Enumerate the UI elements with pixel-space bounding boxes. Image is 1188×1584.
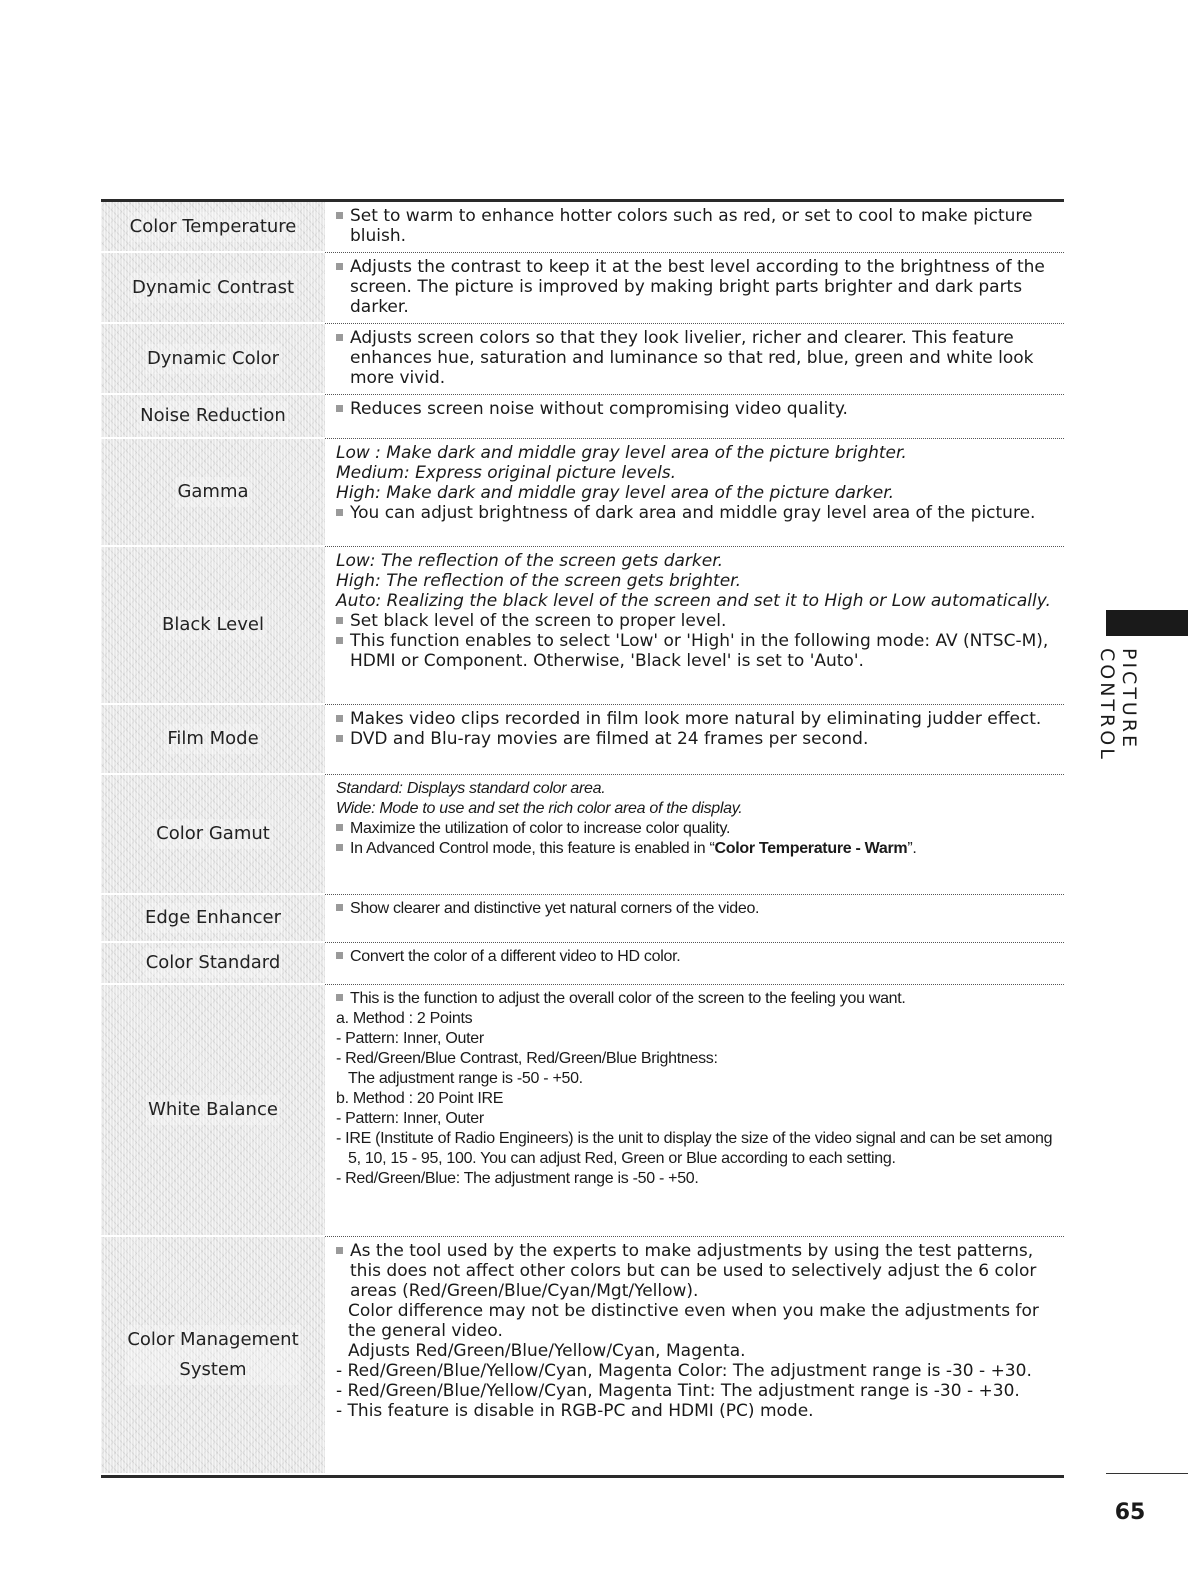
bullet-item: Set black level of the screen to proper level. — [336, 611, 1060, 631]
option-description: Low: The reflection of the screen gets darker. — [336, 551, 724, 571]
feature-label-text: Gamma — [175, 477, 250, 507]
feature-label-text: Color Management System — [125, 1325, 300, 1385]
feature-label — [101, 253, 325, 324]
feature-label-text: Edge Enhancer — [143, 903, 283, 933]
table-row — [101, 775, 1064, 895]
bullet-item: Show clearer and distinctive yet natural corners of the video. — [336, 899, 1060, 919]
feature-description — [325, 395, 1064, 439]
dash-item: - Red/Green/Blue/Yellow/Cyan, Magenta Color: The adjustment range is -30 - +30. — [336, 1361, 1032, 1381]
table-row — [101, 202, 1064, 253]
table-row — [101, 547, 1064, 705]
feature-label — [101, 895, 325, 943]
text-line: a. Method : 2 Points — [336, 1010, 473, 1027]
bullet-text-end: ”. — [907, 840, 917, 857]
bullet-item: Set to warm to enhance hotter colors such as red, or set to cool to make picture bluish. — [336, 206, 1060, 246]
feature-description — [325, 547, 1064, 705]
option-description: Medium: Express original picture levels. — [336, 463, 677, 483]
table-row — [101, 943, 1064, 985]
bullet-item — [336, 839, 1060, 859]
bullet-item: Maximize the utilization of color to increase color quality. — [336, 819, 1060, 839]
feature-description — [325, 895, 1064, 943]
table-row — [101, 439, 1064, 547]
text-line: b. Method : 20 Point IRE — [336, 1090, 504, 1107]
dash-item: - This feature is disable in RGB-PC and HDMI (PC) mode. — [336, 1401, 814, 1421]
feature-label-text: Dynamic Contrast — [130, 273, 296, 303]
feature-label — [101, 705, 325, 775]
table-row — [101, 985, 1064, 1237]
feature-description — [325, 943, 1064, 985]
table-row — [101, 395, 1064, 439]
emphasis-text: Color Temperature - Warm — [714, 840, 908, 857]
feature-label — [101, 439, 325, 547]
bullet-item: Reduces screen noise without compromising video quality. — [336, 399, 1060, 419]
feature-label-text: Color Temperature — [128, 212, 299, 242]
feature-description — [325, 705, 1064, 775]
bullet-item: Adjusts screen colors so that they look livelier, richer and clearer. This feature enhances hue, saturation and luminance so that red, blue, green and white look more vivid. — [336, 328, 1060, 388]
table-row — [101, 253, 1064, 324]
section-tab-marker — [1106, 610, 1188, 636]
table-row — [101, 705, 1064, 775]
feature-label — [101, 943, 325, 985]
feature-label-text: Film Mode — [165, 724, 260, 754]
option-description: Standard: Displays standard color area. — [336, 780, 606, 797]
indented-text: Color difference may not be distinctive even when you make the adjustments for the general video. — [348, 1301, 1039, 1341]
feature-description — [325, 439, 1064, 547]
bullet-text: In Advanced Control mode, this feature is enabled in “ — [350, 840, 715, 857]
option-description: Auto: Realizing the black level of the screen and set it to High or Low automatically. — [336, 591, 1051, 611]
dash-item: - Red/Green/Blue Contrast, Red/Green/Blue Brightness: — [336, 1050, 718, 1067]
bullet-item: Convert the color of a different video to HD color. — [336, 947, 1060, 967]
feature-description — [325, 1237, 1064, 1475]
feature-description — [325, 324, 1064, 395]
feature-label-text: Dynamic Color — [145, 344, 281, 374]
feature-description — [325, 985, 1064, 1237]
feature-label-text: Black Level — [160, 610, 266, 640]
dash-item: - Pattern: Inner, Outer — [336, 1110, 484, 1127]
option-description: High: Make dark and middle gray level area of the picture darker. — [336, 483, 895, 503]
feature-label — [101, 324, 325, 395]
bullet-item: This is the function to adjust the overall color of the screen to the feeling you want. — [336, 989, 1060, 1009]
feature-label — [101, 985, 325, 1237]
dash-item: - Pattern: Inner, Outer — [336, 1030, 484, 1047]
option-description: Wide: Mode to use and set the rich color area of the display. — [336, 800, 743, 817]
feature-label — [101, 547, 325, 705]
bullet-item: As the tool used by the experts to make adjustments by using the test patterns, this does not affect other colors but can be used to selectively adjust the 6 color areas (Red/Green/Blue/Cyan/Mgt/Yellow). — [336, 1241, 1060, 1301]
section-tab-label: PICTURE CONTROL — [1096, 648, 1140, 762]
bullet-item: Adjusts the contrast to keep it at the best level according to the brightness of the screen. The picture is improved by making bright parts brighter and dark parts darker. — [336, 257, 1060, 317]
feature-label — [101, 202, 325, 253]
feature-label — [101, 1237, 325, 1475]
bullet-item: Makes video clips recorded in film look more natural by eliminating judder effect. — [336, 709, 1060, 729]
dash-item: - IRE (Institute of Radio Engineers) is the unit to display the size of the video signal and can be set among 5, 10, 15 - 95, 100. You can adjust Red, Green or Blue according to each setting. — [336, 1130, 1053, 1167]
option-description: Low : Make dark and middle gray level area of the picture brighter. — [336, 443, 907, 463]
feature-label-text: Color Gamut — [154, 819, 272, 849]
bullet-item: You can adjust brightness of dark area and middle gray level area of the picture. — [336, 503, 1060, 523]
bullet-item: This function enables to select 'Low' or 'High' in the following mode: AV (NTSC-M), HDMI or Component. Otherwise, 'Black level' is set to 'Auto'. — [336, 631, 1060, 671]
table-row — [101, 324, 1064, 395]
feature-label — [101, 395, 325, 439]
feature-table — [101, 199, 1064, 1478]
feature-label-text: Noise Reduction — [138, 401, 288, 431]
table-row — [101, 1237, 1064, 1475]
indented-text: Adjusts Red/Green/Blue/Yellow/Cyan, Magenta. — [348, 1341, 746, 1361]
feature-label-text: Color Standard — [144, 948, 283, 978]
feature-description — [325, 202, 1064, 253]
page-number-rule — [1106, 1473, 1188, 1474]
dash-item: - Red/Green/Blue/Yellow/Cyan, Magenta Tint: The adjustment range is -30 - +30. — [336, 1381, 1020, 1401]
feature-label-text: White Balance — [146, 1095, 280, 1125]
feature-label — [101, 775, 325, 895]
feature-description — [325, 775, 1064, 895]
bullet-item: DVD and Blu-ray movies are filmed at 24 frames per second. — [336, 729, 1060, 749]
indented-text: The adjustment range is -50 - +50. — [348, 1070, 583, 1087]
option-description: High: The reflection of the screen gets brighter. — [336, 571, 742, 591]
dash-item: - Red/Green/Blue: The adjustment range is -50 - +50. — [336, 1170, 699, 1187]
page-number: 65 — [1114, 1500, 1146, 1525]
table-row — [101, 895, 1064, 943]
feature-description — [325, 253, 1064, 324]
